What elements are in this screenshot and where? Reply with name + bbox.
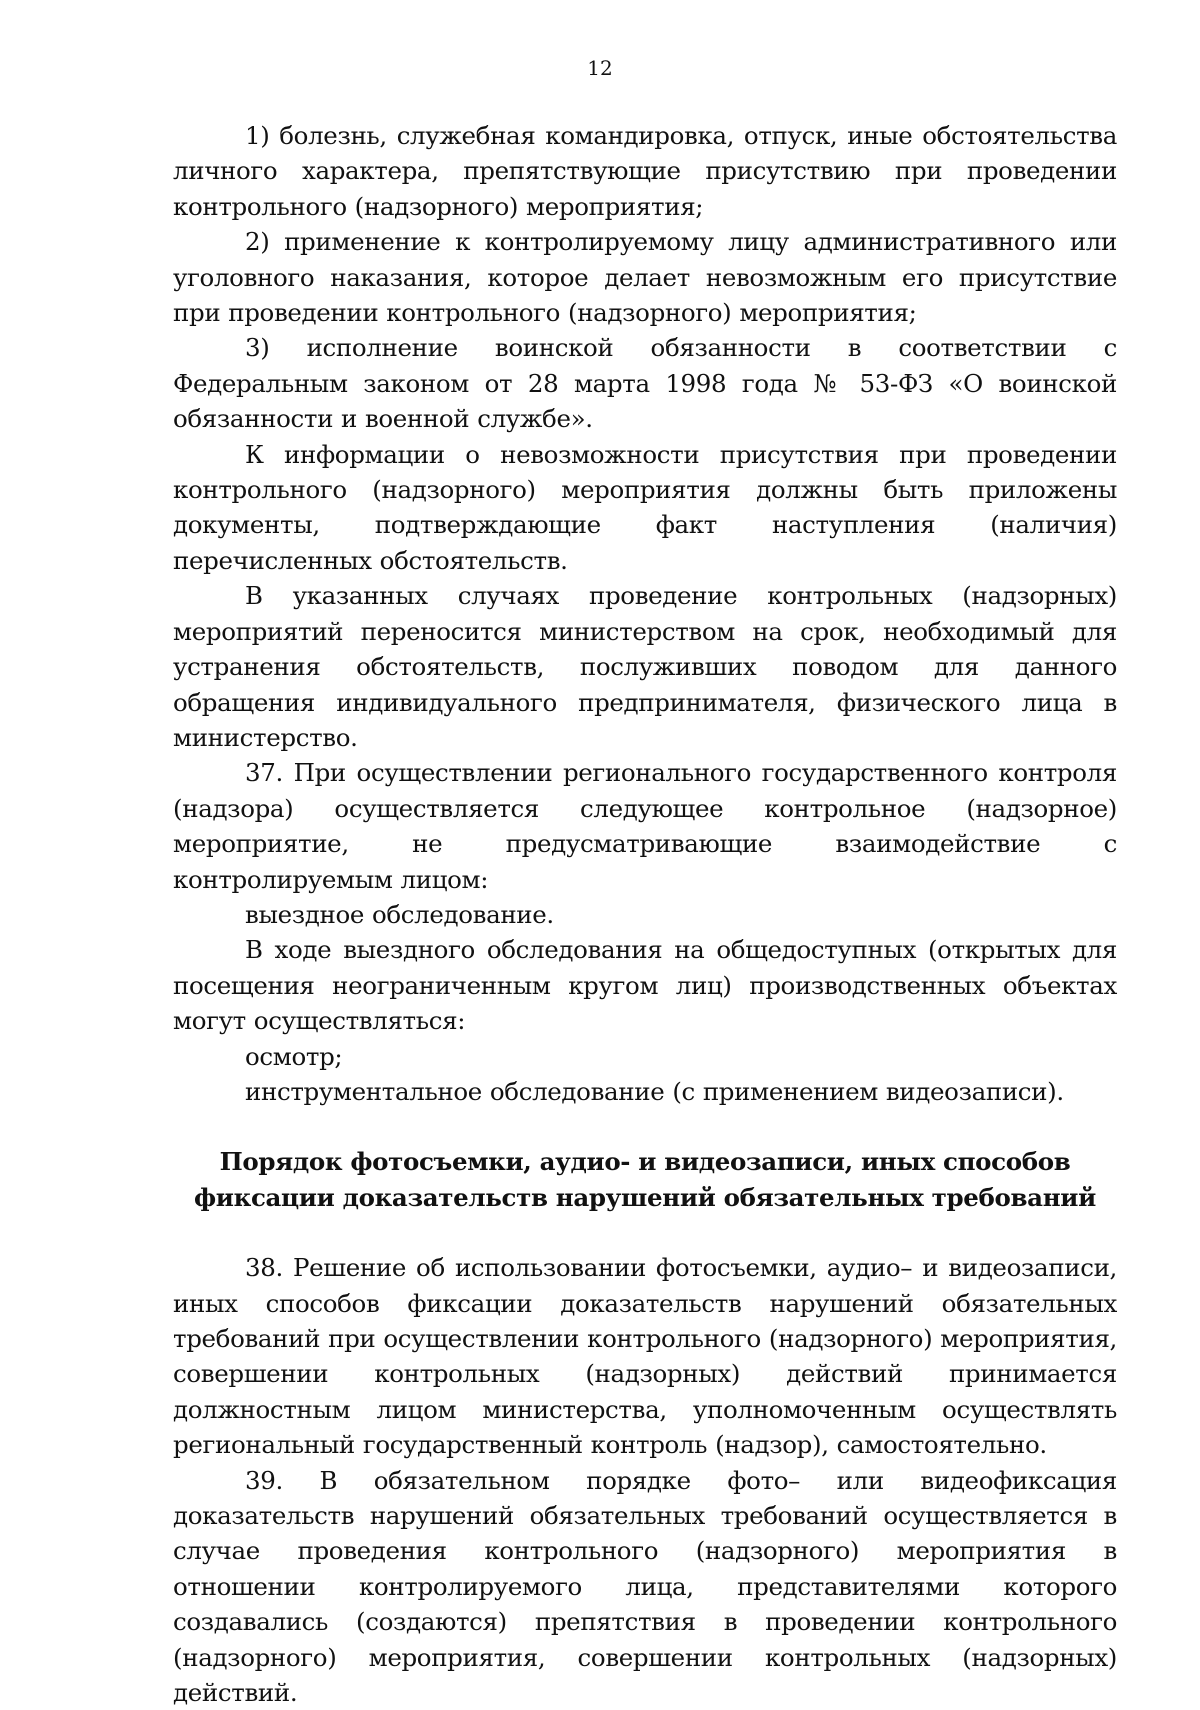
section-heading (173, 1144, 1117, 1215)
paragraph: инструментальное обследование (с применением видеозаписи). (245, 1076, 1064, 1106)
section-heading-line: Порядок фотосъемки, аудио- и видеозаписи, иных способов (219, 1147, 1071, 1177)
paragraph: 39. В обязательном порядке фото– или видеофиксация доказательств нарушений обязательных требований осуществляется в случае проведения контрольного (надзорного) мероприятия в отношении контролируемого лица, представителями которого создавались (создаются) препятствия в проведении контрольного (надзорного) мероприятия, совершении контрольных (надзорных) действий. (173, 1465, 1117, 1708)
paragraph: 2) применение к контролируемому лицу административного или уголовного наказания, которое делает невозможным его присутствие при проведении контрольного (надзорного) мероприятия; (173, 227, 1117, 328)
paragraph: выездное обследование. (245, 899, 554, 929)
spacer (173, 1215, 1117, 1250)
paragraph: 38. Решение об использовании фотосъемки, аудио– и видеозаписи, иных способов фиксации доказательств нарушений обязательных требований при осуществлении контрольного (надзорного) мероприятия, совершении контрольных (надзорных) действий принимается должностным лицом министерства, уполномоченным осуществлять региональный государственный контроль (надзор), самостоятельно. (173, 1253, 1117, 1460)
document-body (173, 118, 1117, 1710)
spacer (173, 1109, 1117, 1144)
paragraph: осмотр; (245, 1041, 343, 1071)
paragraph: К информации о невозможности присутствия при проведении контрольного (надзорного) мероприятия должны быть приложены документы, подтверждающие факт наступления (наличия) перечисленных обстоятельств. (173, 439, 1117, 575)
paragraph: В ходе выездного обследования на общедоступных (открытых для посещения неограниченным кругом лиц) производственных объектах могут осуществляться: (173, 935, 1117, 1036)
page-number: 12 (587, 56, 613, 80)
paragraph: 1) болезнь, служебная командировка, отпуск, иные обстоятельства личного характера, препятствующие присутствию при проведении контрольного (надзорного) мероприятия; (173, 121, 1117, 221)
paragraph: 3) исполнение воинской обязанности в соответствии с Федеральным законом от 28 марта 1998 года № 53-ФЗ «О воинской обязанности и военной службе». (173, 333, 1117, 434)
paragraph: В указанных случаях проведение контрольных (надзорных) мероприятий переносится министерством на срок, необходимый для устранения обстоятельств, послуживших поводом для данного обращения индивидуального предпринимателя, физического лица в министерство. (173, 581, 1117, 752)
paragraph: 37. При осуществлении регионального государственного контроля (надзора) осуществляется следующее контрольное (надзорное) мероприятие, не предусматривающие взаимодействие с контролируемым лицом: (173, 758, 1117, 894)
section-heading-line: фиксации доказательств нарушений обязательных требований (194, 1182, 1096, 1212)
